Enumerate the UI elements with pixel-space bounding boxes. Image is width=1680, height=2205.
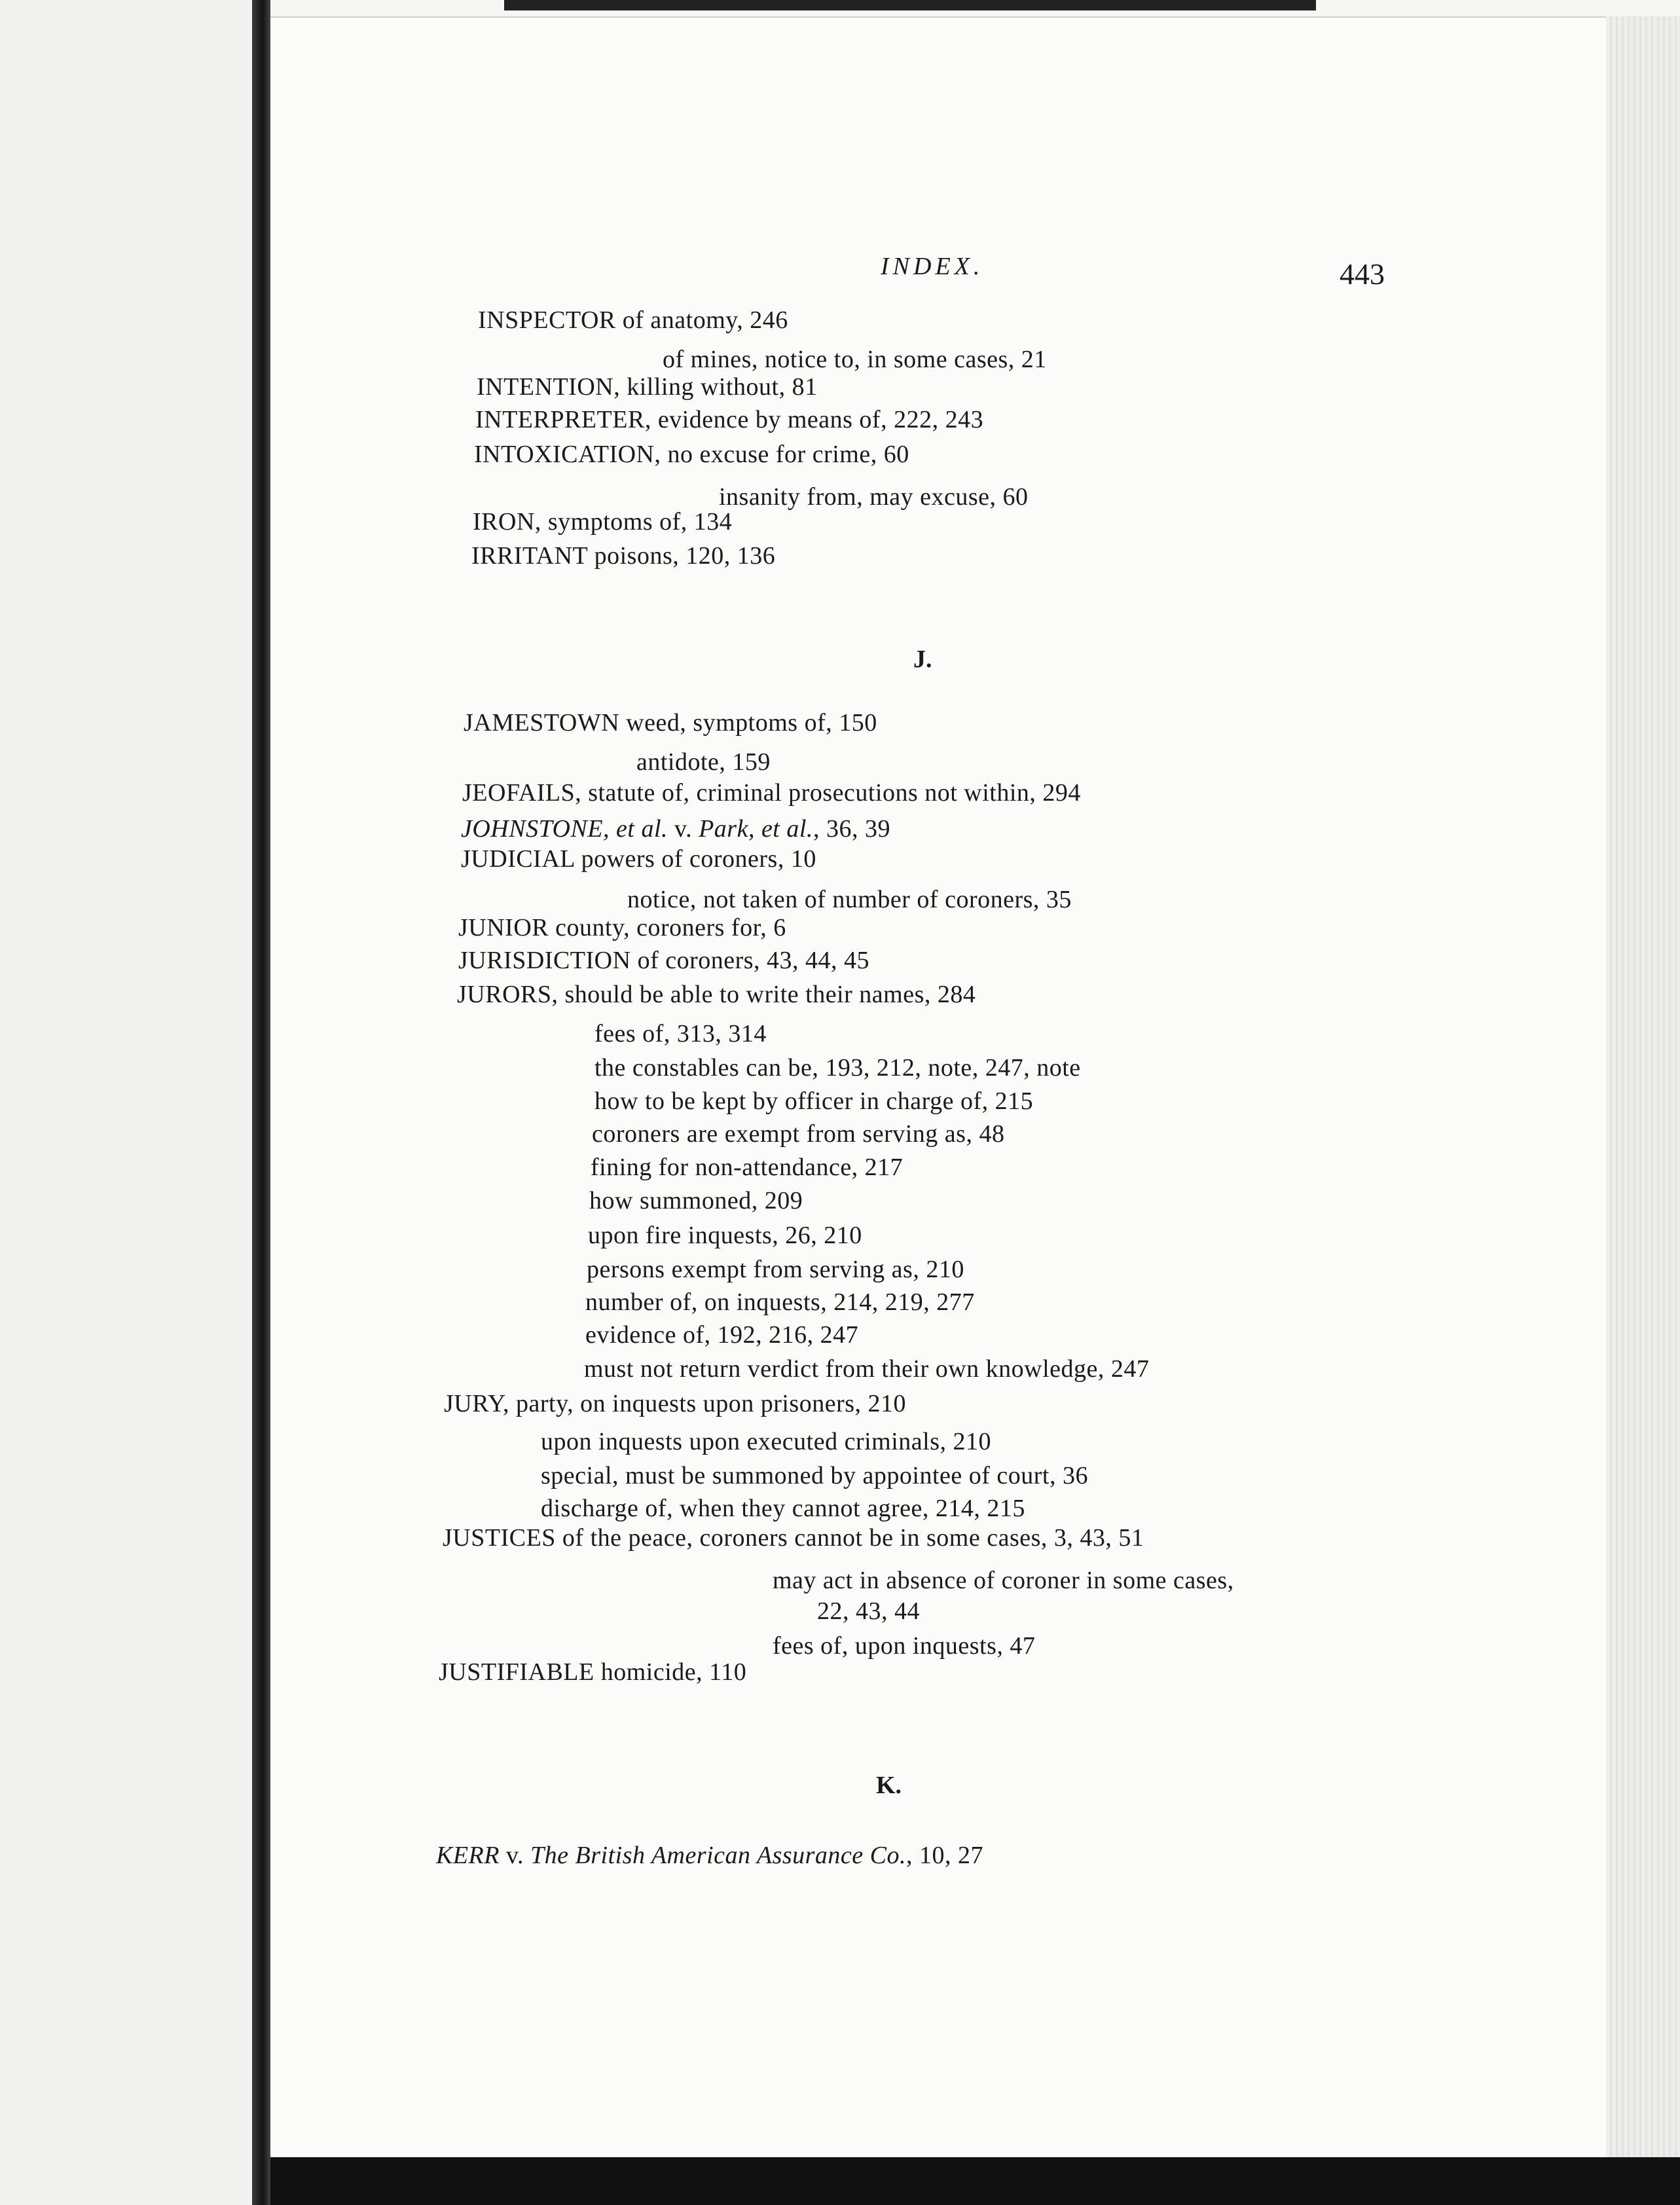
bottom-scan-border xyxy=(270,2157,1680,2205)
entry-text: weed, symptoms of, 150 xyxy=(619,709,877,737)
index-subentry: of mines, notice to, in some cases, 21 xyxy=(663,346,1047,373)
index-entry-junior xyxy=(458,915,786,940)
entry-head: JAMESTOWN xyxy=(464,709,620,737)
entry-text: , 36, 39 xyxy=(813,815,890,843)
entry-head: JEOFAILS, xyxy=(462,779,582,807)
facing-page xyxy=(0,0,253,2205)
entry-head: JUNIOR xyxy=(458,914,549,941)
index-entry-jury xyxy=(444,1391,906,1416)
index-subentry: may act in absence of coroner in some cases, xyxy=(773,1567,1234,1594)
index-subentry: how to be kept by officer in charge of, 215 xyxy=(594,1087,1034,1115)
entry-head: INTENTION, xyxy=(477,373,621,401)
page-edge xyxy=(1606,16,1680,2205)
index-entry-justifiable xyxy=(439,1660,746,1685)
index-subentry: evidence of, 192, 216, 247 xyxy=(585,1321,859,1349)
index-entry-kerr xyxy=(436,1843,983,1868)
entry-text: v. xyxy=(499,1842,531,1869)
entry-text: evidence by means of, 222, 243 xyxy=(651,406,984,433)
index-subentry: notice, not taken of number of coroners, 35 xyxy=(627,886,1072,913)
entry-head: JURORS, xyxy=(457,981,558,1008)
section-letter-k: K. xyxy=(876,1772,902,1799)
entry-text: should be able to write their names, 284 xyxy=(558,981,976,1008)
index-subentry: antidote, 159 xyxy=(636,748,771,776)
entry-head: JUSTIFIABLE xyxy=(439,1658,594,1686)
entry-head: INTERPRETER, xyxy=(475,406,651,433)
index-subentry: upon inquests upon executed criminals, 210 xyxy=(541,1428,991,1455)
index-subentry: special, must be summoned by appointee of court, 36 xyxy=(541,1462,1088,1489)
entry-text: , 10, 27 xyxy=(906,1842,984,1869)
index-subentry: 22, 43, 44 xyxy=(817,1597,920,1625)
entry-text: party, on inquests upon prisoners, 210 xyxy=(509,1390,907,1417)
entry-head: INSPECTOR xyxy=(478,306,616,334)
entry-head: JUDICIAL xyxy=(461,845,575,873)
entry-text: killing without, 81 xyxy=(620,373,818,401)
index-subentry: insanity from, may excuse, 60 xyxy=(719,483,1029,511)
entry-head: KERR xyxy=(436,1842,500,1869)
entry-text: homicide, 110 xyxy=(594,1658,747,1686)
index-entry-iron xyxy=(473,509,732,534)
index-entry-intention xyxy=(477,374,818,399)
index-entry-judicial xyxy=(461,847,816,871)
index-subentry: number of, on inquests, 214, 219, 277 xyxy=(585,1288,975,1316)
index-entry-irritant xyxy=(471,543,775,568)
book-gutter xyxy=(252,0,270,2205)
entry-text: powers of coroners, 10 xyxy=(574,845,816,873)
entry-head: JURY, xyxy=(444,1390,510,1417)
entry-text: The British American Assurance Co. xyxy=(530,1842,907,1869)
entry-head: JURISDICTION xyxy=(458,947,631,974)
entry-head: IRON, xyxy=(473,508,541,536)
entry-text: Park, et al. xyxy=(699,815,813,843)
entry-text: et al. xyxy=(610,815,668,843)
index-subentry: the constables can be, 193, 212, note, 247, note xyxy=(594,1054,1081,1082)
index-entry-jurors xyxy=(457,982,976,1007)
index-entry-intoxication xyxy=(474,442,909,467)
index-subentry: upon fire inquests, 26, 210 xyxy=(588,1222,862,1249)
index-subentry: fees of, upon inquests, 47 xyxy=(773,1632,1036,1660)
entry-text: county, coroners for, 6 xyxy=(549,914,786,941)
entry-head: IRRITANT xyxy=(471,542,588,570)
entry-text: symptoms of, 134 xyxy=(541,508,733,536)
entry-head: JUSTICES xyxy=(443,1524,556,1552)
entry-text: statute of, criminal prosecutions not within, 294 xyxy=(581,779,1081,807)
entry-text: no excuse for crime, 60 xyxy=(661,441,909,468)
running-head: INDEX. xyxy=(881,253,984,280)
page-number: 443 xyxy=(1340,257,1385,291)
index-subentry: coroners are exempt from serving as, 48 xyxy=(592,1120,1005,1148)
section-letter-j: J. xyxy=(913,646,932,673)
entry-head: INTOXICATION, xyxy=(474,441,661,468)
index-subentry: fees of, 313, 314 xyxy=(594,1020,767,1048)
entry-text: of the peace, coroners cannot be in some cases, 3, 43, 51 xyxy=(555,1524,1144,1552)
entry-text: of anatomy, 246 xyxy=(615,306,788,334)
index-entry-interpreter xyxy=(475,407,983,432)
index-entry-jeofails xyxy=(462,780,1081,805)
entry-text: poisons, 120, 136 xyxy=(587,542,776,570)
index-subentry: discharge of, when they cannot agree, 214, 215 xyxy=(541,1495,1025,1522)
index-subentry: how summoned, 209 xyxy=(589,1187,803,1214)
entry-head: JOHNSTONE, xyxy=(461,815,610,843)
index-entry-johnstone xyxy=(461,816,890,841)
index-entry-inspector xyxy=(478,308,788,333)
index-entry-jurisdiction xyxy=(458,948,869,973)
index-entry-jamestown xyxy=(464,710,877,735)
index-subentry: persons exempt from serving as, 210 xyxy=(587,1256,964,1283)
top-scan-border xyxy=(504,0,1316,10)
index-entry-justices xyxy=(443,1525,1144,1550)
index-subentry: fining for non-attendance, 217 xyxy=(591,1154,904,1181)
entry-text: of coroners, 43, 44, 45 xyxy=(630,947,870,974)
index-subentry: must not return verdict from their own knowledge, 247 xyxy=(584,1355,1150,1383)
entry-text: v. xyxy=(668,815,699,843)
